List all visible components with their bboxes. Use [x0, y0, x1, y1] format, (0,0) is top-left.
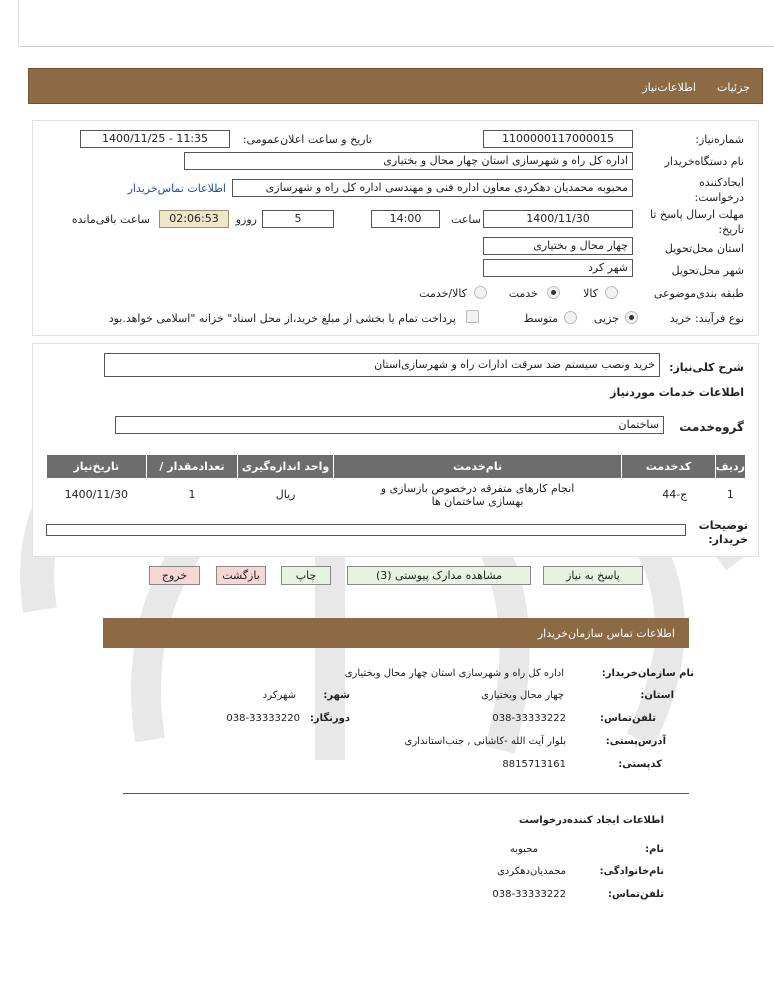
buyer-notes-field	[46, 524, 686, 536]
need-description-label: شرح کلی‌نیاز:	[669, 361, 744, 374]
creator-label: ایجادکننده درخواست:	[694, 176, 744, 204]
category-service-radio[interactable]	[547, 286, 560, 299]
contact-phone-label: تلفن‌تماس:	[599, 713, 656, 724]
contact-city-value: شهرکرد	[262, 690, 296, 701]
treasury-payment-note: پرداخت تمام یا بخشی از مبلغ خرید،از محل اسناد" خزانه "اسلامی خواهد.بود	[108, 312, 456, 325]
creator-family-value: محمدیان‌دهکردی	[496, 866, 566, 877]
contact-org-value: اداره کل راه و شهرسازی استان چهار محال وبختیاری	[344, 668, 564, 679]
exit-button[interactable]: خروج	[149, 566, 200, 585]
category-label: طبقه بندی‌موضوعی	[653, 287, 744, 300]
announce-label: تاریخ و ساعت اعلان‌عمومی:	[242, 133, 372, 146]
reply-button[interactable]: پاسخ به نیاز	[543, 566, 643, 585]
table-row	[47, 479, 746, 511]
buyer-contact-title: اطلاعات تماس سازمان‌خریدار	[537, 627, 675, 640]
category-goods-service-radio[interactable]	[474, 286, 487, 299]
days-field: 5	[262, 210, 334, 228]
service-group-label: گروه‌خدمت	[679, 420, 744, 434]
col-name: نام‌خدمت	[333, 455, 621, 479]
category-goods-service-label: کالا/خدمت	[419, 287, 467, 300]
need-number-label: شماره‌نیاز:	[695, 133, 744, 146]
process-type-label: نوع فرآیند: خرید	[669, 312, 744, 325]
cell-row: 1	[715, 479, 745, 511]
announce-field: 1400/11/25 - 11:35	[80, 130, 230, 148]
deadline-label: مهلت ارسال پاسخ تا تاریخ:	[650, 208, 744, 236]
process-small-label: جزیی	[593, 312, 619, 325]
buyer-org-field: اداره کل راه و شهرسازی استان چهار محال و بختیاری	[184, 152, 633, 170]
buyer-contact-link[interactable]: اطلاعات تماس‌خریدار	[127, 182, 226, 195]
delivery-province-field: چهار محال و بختیاری	[483, 237, 633, 255]
contact-org-label: نام سازمان‌خریدار:	[601, 668, 694, 679]
need-number-field: 1100000117000015	[483, 130, 633, 148]
process-small-radio[interactable]	[625, 311, 638, 324]
cell-unit: ریال	[238, 479, 334, 511]
hour-label: ساعت	[451, 213, 481, 226]
process-medium-label: متوسط	[523, 312, 558, 325]
services-title: اطلاعات خدمات موردنیاز	[610, 386, 744, 399]
col-code: کدخدمت	[622, 455, 716, 479]
contact-address-value: بلوار آیت الله -کاشانی , جنب‌استانداری	[404, 736, 566, 747]
treasury-payment-checkbox[interactable]	[466, 310, 479, 323]
cell-qty: 1	[146, 479, 238, 511]
remaining-timer: 02:06:53	[159, 210, 229, 228]
view-attachments-button[interactable]: مشاهده مدارک پیوستی (3)	[347, 566, 531, 585]
col-qty: تعداد‌مقدار /	[146, 455, 238, 479]
back-button[interactable]: بازگشت	[216, 566, 266, 585]
contact-city-label: شهر:	[323, 690, 350, 701]
contact-province-value: چهار محال وبختیاری	[481, 690, 564, 701]
col-date: تاریخ‌نیاز	[47, 455, 147, 479]
tab-details[interactable]: جزئیات	[717, 81, 750, 94]
deadline-date-field: 1400/11/30	[483, 210, 633, 228]
delivery-province-label: استان محل‌تحویل	[664, 242, 744, 255]
contact-address-label: آدرس‌پستی:	[605, 736, 666, 747]
contact-fax-value: 038-33333220	[226, 713, 300, 724]
page-header	[28, 68, 763, 104]
need-description-field: خرید ونصب سیستم ضد سرقت ادارات راه و شهرسازی‌استان	[104, 353, 660, 377]
days-label: روزو	[235, 213, 257, 226]
contact-province-label: استان:	[640, 690, 674, 701]
delivery-city-label: شهر محل‌تحویل	[671, 264, 744, 277]
frame-left-line	[18, 0, 19, 46]
creator-phone-label: تلفن‌تماس:	[607, 889, 664, 900]
buyer-contact-header	[103, 618, 689, 648]
creator-family-label: نام‌خانوادگی:	[599, 866, 664, 877]
services-table	[46, 454, 746, 511]
creator-name-label: نام:	[645, 844, 664, 855]
col-unit: واحد اندازه‌گیری	[238, 455, 334, 479]
tab-need-info[interactable]: اطلاعات‌نیاز	[642, 81, 696, 94]
buyer-org-label: نام دستگاه‌خریدار	[664, 155, 744, 168]
table-header-row	[47, 455, 746, 479]
col-row: ردیف	[715, 455, 745, 479]
category-service-label: خدمت	[508, 287, 538, 300]
creator-phone-value: 038-33333222	[492, 889, 566, 900]
contact-postal-value: 8815713161	[502, 759, 566, 770]
category-goods-label: کالا	[583, 287, 598, 300]
category-goods-radio[interactable]	[605, 286, 618, 299]
contact-phone-value: 038-33333222	[492, 713, 566, 724]
creator-field: محبوبه محمدیان دهکردی معاون اداره فنی و مهندسی اداره کل راه و شهرسازی	[232, 179, 633, 197]
process-medium-radio[interactable]	[564, 311, 577, 324]
buyer-notes-label: توضیحات خریدار:	[698, 519, 748, 546]
creator-name-value: محبوبه	[509, 844, 538, 855]
creator-info-title: اطلاعات ایجاد کننده‌درخواست	[518, 815, 664, 826]
contact-divider	[123, 793, 689, 794]
frame-top-line	[20, 46, 774, 47]
remaining-label: ساعت باقی‌مانده	[71, 213, 150, 226]
print-button[interactable]: چاپ	[281, 566, 331, 585]
delivery-city-field: شهر کرد	[483, 259, 633, 277]
contact-fax-label: دورنگار:	[309, 713, 350, 724]
cell-code: ج-44	[622, 479, 716, 511]
cell-name: انجام کارهای متفرقه درخصوص بازسازی و بهسازی ساختمان ها	[333, 479, 621, 511]
cell-date: 1400/11/30	[47, 479, 147, 511]
contact-postal-label: کدپستی:	[618, 759, 662, 770]
service-group-field: ساختمان	[115, 416, 664, 434]
deadline-time-field: 14:00	[371, 210, 440, 228]
